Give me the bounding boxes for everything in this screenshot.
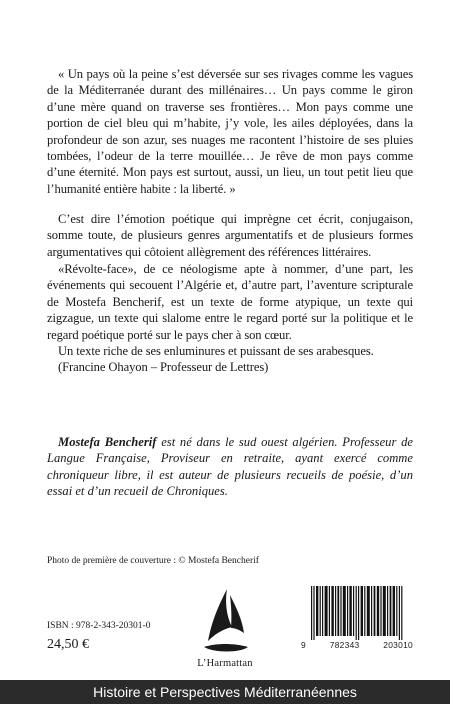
review-closing-line: Un texte riche de ses enluminures et puissant de ses arabesques. <box>58 344 374 359</box>
review-signature: (Francine Ohayon – Professeur de Lettres) <box>58 360 269 375</box>
barcode-bars-icon <box>301 586 413 640</box>
review-paragraph-2 <box>47 261 413 376</box>
author-bio <box>47 434 413 500</box>
publisher-name: L’Harmattan <box>197 658 253 669</box>
review-text-1: C’est dire l’émotion poétique qui imprègne cet écrit, conjugaison, somme toute, de plusieurs genres argumentatifs et de plusieurs formes argumentatives qui côtoient allègrement des références littéraires. <box>47 212 413 259</box>
author-bio-text: est né dans le sud ouest algérien. Professeur de Langue Française, Proviseur en retraite, ayant exercé comme chroniqueur libre, il est auteur de plusieurs recueils de poésie, d’un essai et d’un recueil de Chroniques. <box>47 435 413 499</box>
barcode-digit-group: 782343 <box>329 640 360 650</box>
barcode-digit-group: 203010 <box>383 640 413 650</box>
collection-banner: Histoire et Perspectives Méditerranéennes <box>0 680 450 704</box>
review-text-2: «Révolte-face», de ce néologisme apte à nommer, d’une part, les événements qui secouent l’Algérie et, d’autre part, l’aventure scripturale de Mostefa Bencherif, est un texte de forme atypique, un texte qui zigzague, un texte qui slalome entre le regard porté sur la politique et le regard poétique porté sur le pays cher à son cœur. <box>47 262 413 342</box>
price: 24,50 € <box>47 637 89 652</box>
barcode-number <box>301 640 413 650</box>
author-name: Mostefa Bencherif <box>58 435 157 449</box>
photo-credit: Photo de première de couverture : © Mostefa Bencherif <box>47 556 259 566</box>
review-paragraph-1 <box>47 211 413 260</box>
quote-block <box>47 66 413 197</box>
isbn: ISBN : 978-2-343-20301-0 <box>47 621 151 631</box>
quote-text: « Un pays où la peine s’est déversée sur ses rivages comme les vagues de la Méditerranée durant des millénaires… Un pays comme le giron d’une mère quand on traverse ses frontières… Mon pays comme une portion de ciel bleu qui m’habite, j’y vole, les ailes déployées, dans la profondeur de son azur, ses nuages me racontent l’histoire de ses pluies tombées, l’odeur de la terre mouillée… Je rêve de mon pays comme d’une éternité. Mon pays est surtout, aussi, un lieu, un tout petit lieu que l’humanité entière habite : la liberté. » <box>47 67 413 196</box>
barcode <box>301 586 413 652</box>
barcode-digit-group: 9 <box>301 640 306 650</box>
